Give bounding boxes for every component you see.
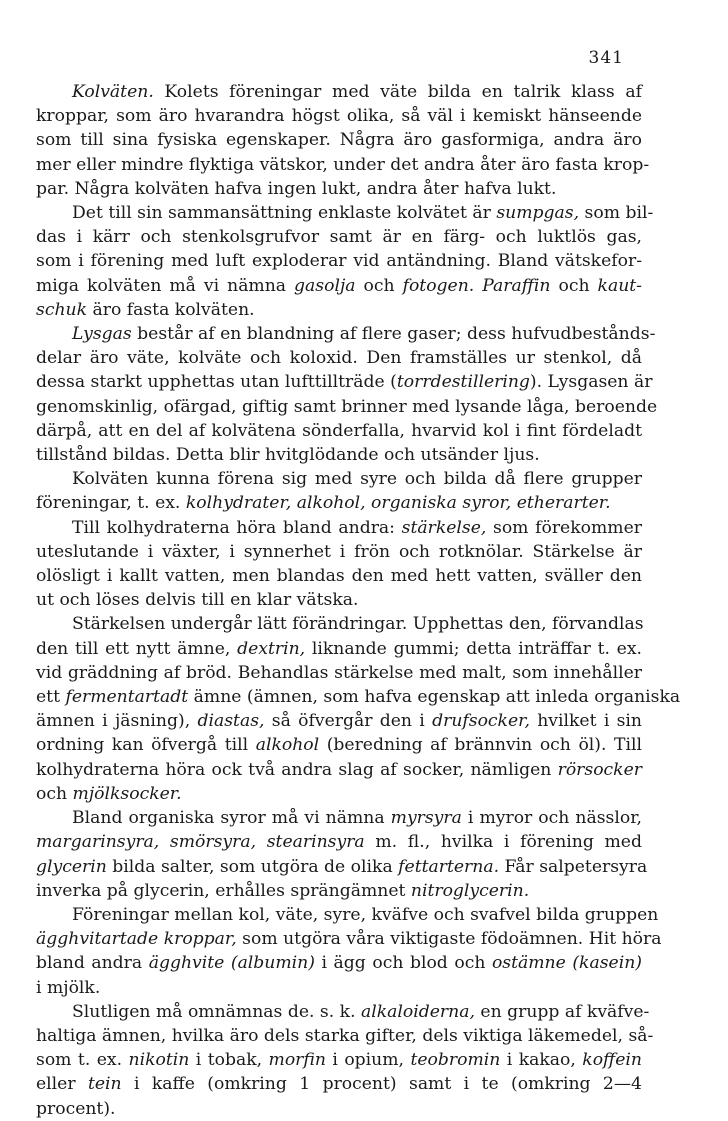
text-run: som utgöra våra viktigaste födoämnen. Hit höra [236,929,662,950]
text-run: (beredning af brännvin och öl). Till [319,735,642,756]
text-run: äro fasta kolväten. [87,299,255,320]
text-run: olösligt i kallt vatten, men blandas den med hett vatten, sväller den [36,566,642,587]
text-line [36,443,642,467]
italic-term: margarinsyra, smörsyra, stearinsyra [36,832,365,853]
text-line [36,1072,642,1096]
text-line [36,370,653,394]
text-line [36,709,642,733]
text-line [36,951,642,975]
text-run: i ägg och blod och [314,953,492,974]
text-run: består af en blandning af flere gaser; dess hufvudbestånds- [131,324,656,345]
italic-term: fettarterna. [398,856,500,877]
text-run: och [550,275,598,296]
paragraph [36,201,654,322]
text-line [36,1024,654,1048]
text-run: liknande gummi; detta inträffar t. ex. [305,638,642,659]
text-run: i myror och nässlor, [461,808,642,829]
italic-term: ägghvitartade kroppar, [36,929,237,950]
text-run: inverka på glycerin, erhålles sprängämnet [36,880,411,901]
text-line [36,1097,642,1121]
text-run: delar äro väte, kolväte och koloxid. Den framställes ur stenkol, då [36,348,642,369]
text-run: ordning kan öfvergå till [36,735,256,756]
italic-term: morfin [268,1050,326,1071]
text-line [36,491,642,515]
text-run: i kaffe (omkring 1 procent) samt i te (omkring 2—4 [121,1074,642,1095]
text-run: föreningar, t. ex. [36,493,186,514]
text-run: bilda salter, som utgöra de olika [106,856,399,877]
text-line [36,322,656,346]
text-line [36,806,642,830]
text-line [36,177,642,201]
italic-term: kaut- [597,275,642,296]
paragraph [36,516,642,613]
text-run: och [36,783,73,804]
text-line [36,903,659,927]
text-run: Kolets föreningar med väte bilda en talrik klass af [153,82,642,102]
text-run: mer eller mindre flyktiga vätskor, under det andra åter äro fasta krop- [36,154,650,175]
text-run: en grupp af kväfve- [474,1001,650,1022]
text-line [36,1048,642,1072]
text-run: Det till sin sammansättning enklaste kolvätet är [72,203,497,224]
text-line [36,128,642,152]
text-run: tillstånd bildas. Detta blir hvitglödande och utsänder ljus. [36,445,540,466]
italic-term: myrsyra [390,808,462,829]
italic-term: mjölksocker. [72,783,182,804]
text-run: i mjölk. [36,977,101,998]
text-run: som bil- [579,203,654,224]
italic-term: ostämne (kasein) [491,953,642,974]
text-line [36,927,662,951]
italic-term: tein [87,1074,122,1095]
text-line [36,1000,650,1024]
text-run: genomskinlig, ofärgad, giftig samt brinner med lysande låga, beroende [36,396,658,417]
italic-term: drufsocker, [432,711,530,732]
italic-term: nikotin [128,1050,190,1071]
text-run: par. Några kolväten hafva ingen lukt, andra åter hafva lukt. [36,178,557,199]
paragraph [36,806,648,903]
text-run: m. fl., hvilka i förening med [364,832,642,853]
italic-term: Paraffin [482,275,551,296]
italic-term: nitroglycerin. [410,880,530,901]
text-run: uteslutande i växter, i synnerhet i frön och rotknölar. Stärkelse är [36,541,642,562]
text-run: dessa starkt upphettas utan lufttillträde ( [36,372,397,393]
text-run: Kolväten kunna förena sig med syre och bilda då flere grupper [72,469,642,490]
text-run: i kakao, [500,1050,583,1071]
text-line [36,758,642,782]
text-line [36,612,642,636]
italic-term: Kolväten. [72,82,154,102]
text-line [36,637,642,661]
italic-term: schuk [36,299,88,320]
text-run: ämnen i jäsning), [36,711,198,732]
text-line [36,80,642,104]
italic-term: kolhydrater, alkohol, organiska syror, etherarter. [185,493,611,514]
text-line [36,588,642,612]
paragraph [36,80,650,201]
text-line [36,976,642,1000]
text-run: och [355,275,403,296]
text-run: som förekommer [486,517,642,538]
text-line [36,516,642,540]
text-line [36,855,648,879]
text-run: das i kärr och stenkolsgrufvor samt är en färg- och luktlös gas, [36,227,642,248]
text-line [36,153,650,177]
italic-term: ägghvite (albumin) [148,953,315,974]
text-run: Stärkelsen undergår lätt förändringar. Upphettas den, förvandlas [72,614,644,635]
paragraph [36,467,642,515]
text-run: i opium, [325,1050,411,1071]
italic-term: dextrin, [237,638,306,659]
text-run: Får salpetersyra [499,856,648,877]
text-line [36,201,654,225]
text-run: ett [36,687,66,708]
text-run: Slutligen må omnämnas de. s. k. [72,1001,362,1022]
text-run: ämne (ämnen, som hafva egenskap att inleda organiska [188,687,681,708]
italic-term: diastas, [197,711,265,732]
text-line [36,564,642,588]
text-line [36,733,642,757]
page-number: 341 [588,48,624,68]
text-run: som t. ex. [36,1050,129,1071]
text-run: kroppar, som äro hvarandra högst olika, så väl i kemiskt hänseende [36,106,642,127]
text-line [36,225,642,249]
text-run: som i förening med luft exploderar vid antändning. Bland vätskefor- [36,251,642,272]
paragraph [36,322,658,467]
text-line [36,346,642,370]
italic-term: gasolja [294,275,356,296]
text-run: procent). [36,1098,116,1119]
text-run: den till ett nytt ämne, [36,638,238,659]
italic-term: alkohol [255,735,320,756]
text-line [36,274,642,298]
text-line [36,395,658,419]
text-run: ut och löses delvis till en klar vätska. [36,590,359,611]
text-run: bland andra [36,953,149,974]
text-run: därpå, att en del af kolvätena sönderfalla, hvarvid kol i fint fördeladt [36,420,642,441]
text-line [36,830,642,854]
text-line [36,685,681,709]
italic-term: sumpgas, [496,203,580,224]
text-line [36,467,642,491]
text-run: i tobak, [189,1050,269,1071]
paragraph [36,1000,654,1121]
text-line [36,249,642,273]
italic-term: koffein [582,1050,642,1071]
text-run: kolhydraterna höra ock två andra slag af socker, nämligen [36,759,558,780]
text-line [36,879,642,903]
text-run: Till kolhydraterna höra bland andra: [72,517,402,538]
body-text [36,80,681,1121]
paragraph [36,612,681,806]
text-line [36,419,642,443]
text-run: Bland organiska syror må vi nämna [72,808,391,829]
italic-term: teobromin [410,1050,501,1071]
italic-term: alkaloiderna, [361,1001,475,1022]
text-run: miga kolväten må vi nämna [36,275,295,296]
paragraph [36,903,662,1000]
text-run: hvilket i sin [529,711,643,732]
italic-term: torrdestillering [396,372,530,393]
text-run: ). Lysgasen är [529,372,653,393]
text-line [36,540,642,564]
text-run: som till sina fysiska egenskaper. Några äro gasformiga, andra äro [36,130,642,151]
italic-term: stärkelse, [401,517,487,538]
text-line [36,298,642,322]
text-run: vid gräddning af bröd. Behandlas stärkelse med malt, som innehåller [36,662,642,683]
text-run: haltiga ämnen, hvilka äro dels starka gifter, dels viktiga läkemedel, så- [36,1025,654,1046]
italic-term: glycerin [36,856,107,877]
italic-term: fermentartadt [65,687,189,708]
italic-term: Lysgas [72,324,132,345]
italic-term: fotogen. [402,275,475,296]
text-line [36,782,642,806]
text-line [36,104,642,128]
text-line [36,661,642,685]
italic-term: rörsocker [557,759,642,780]
text-run: så öfvergår den i [264,711,433,732]
text-run: eller [36,1074,88,1095]
text-run: Föreningar mellan kol, väte, syre, kväfve och svafvel bilda gruppen [72,904,659,925]
